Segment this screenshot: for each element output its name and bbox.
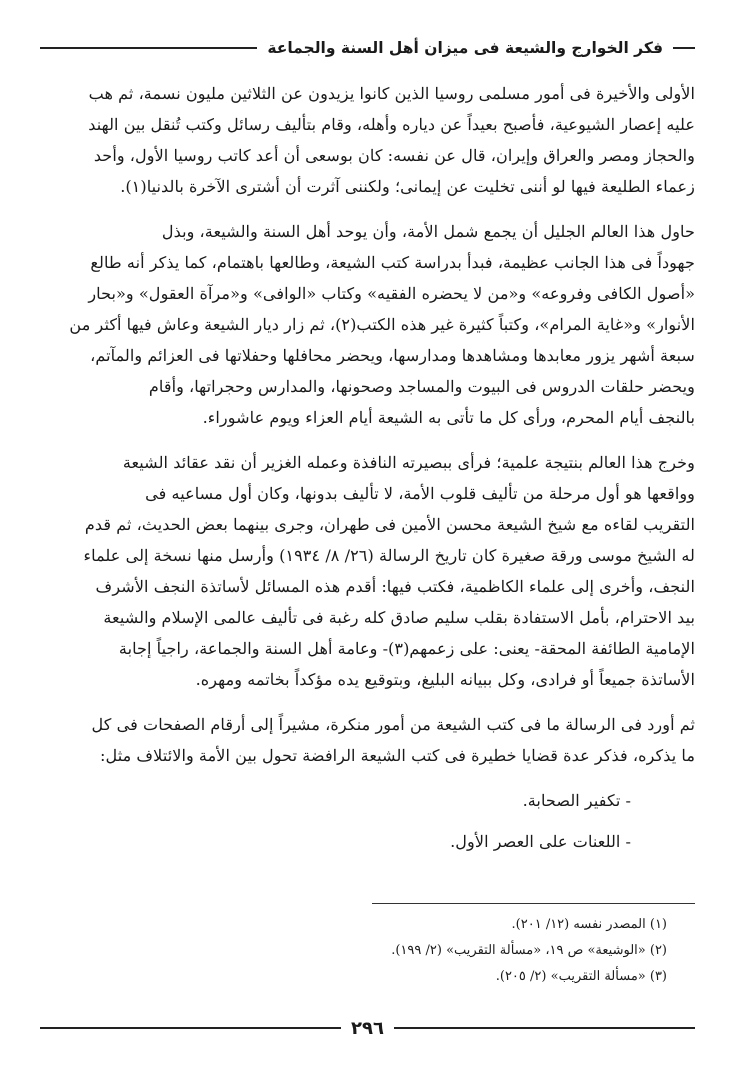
text-line: والحجاز ومصر والعراق وإيران، قال عن نفسه: كان بوسعى أن أعد كاتب روسيا الأول، وأحد [93, 146, 695, 165]
main-text [40, 78, 695, 867]
footnote-2: (٢) «الوشيعة» ص ١٩، «مسألة التقريب» (٢/ ١٩٩). [391, 943, 667, 958]
paragraph-4 [40, 709, 695, 771]
page-footer [40, 1014, 695, 1042]
header-rule-right [673, 47, 695, 49]
text-line: الأولى والأخيرة فى أمور مسلمى روسيا الذين كانوا يزيدون عن الثلاثين مليون نسمة، ثم هب [88, 84, 695, 103]
text-line: الأنوار» و«غاية المرام»، وكتباً كثيرة غير هذه الكتب(٢)، ثم زار ديار الشيعة وعاش فيها أكثر من [69, 315, 695, 334]
text-line: التقريب لقاءه مع شيخ الشيعة محسن الأمين فى طهران، وجرى بينهما بعض الحديث، ثم قدم [84, 515, 695, 534]
list-item: - اللعنات على العصر الأول. [450, 832, 631, 851]
text-line: عليه إعصار الشيوعية، فأصبح بعيداً عن دياره وأهله، وقام بتأليف رسائل وكتب تُنقل بين الهند [88, 115, 695, 134]
text-line: وواقعها هو أول مرحلة من تأليف قلوب الأمة، لا تأليف بدونها، وكان أول مساعيه فى [145, 484, 695, 503]
text-line: ما يذكره، فذكر عدة قضايا خطيرة فى كتب الشيعة الرافضة تحول بين الأمة والائتلاف مثل: [99, 746, 695, 765]
footnote-3: (٣) «مسألة التقريب» (٢/ ٢٠٥). [495, 969, 667, 984]
text-line: الإمامية الطائفة المحقة- يعنى: على زعمهم(٣)- وعامة أهل السنة والجماعة، راجياً إجابة [118, 639, 695, 658]
text-line: زعماء الطليعة فيها لو أننى تخليت عن إيمانى؛ ولكننى آثرت أن أشترى الآخرة بالدنيا(١). [120, 177, 695, 196]
running-title: فكر الخوارج والشيعة فى ميزان أهل السنة والجماعة [267, 39, 663, 57]
text-line: الأساتذة جميعاً أو فرادى، وكل ببيانه البليغ، وبتوقيع يده مؤكداً بخاتمه ومهره. [195, 670, 695, 689]
text-line: ويحضر حلقات الدروس فى البيوت والمساجد وصحونها، والمدارس وحجراتها، وأقام [148, 377, 695, 396]
footnotes [40, 912, 667, 990]
text-line: وخرج هذا العالم بنتيجة علمية؛ فرأى ببصيرته النافذة وعمله الغزير أن نقد عقائد الشيعة [122, 453, 695, 472]
footnote-separator [372, 903, 695, 904]
text-line: حاول هذا العالم الجليل أن يجمع شمل الأمة، وأن يوحد أهل السنة والشيعة، وبذل [161, 222, 695, 241]
text-line: له الشيخ موسى ورقة صغيرة كان تاريخ الرسالة (٢٦/ ٨/ ١٩٣٤) وأرسل منها نسخة إلى علماء [83, 546, 695, 565]
text-line: جهوداً فى هذا الجانب عظيمة، فبدأ بدراسة كتب الشيعة، وطالعها باهتمام، كما يذكر أنه طالع [90, 253, 695, 272]
text-line: بيد الاحترام، بأمل الاستفادة بقلب سليم صادق كله رغبة فى تأليف عالمى الإسلام والشيعة [103, 608, 695, 627]
footnote-1: (١) المصدر نفسه (١٢/ ٢٠١). [511, 917, 667, 932]
text-line: سبعة أشهر يزور معابدها ومشاهدها ومدارسها، ويحضر محافلها وحفلاتها فى العزائم والمآتم، [90, 346, 695, 365]
text-line: «أصول الكافى وفروعه» و«من لا يحضره الفقيه» وكتاب «الوافى» و«مرآة العقول» و«بحار [88, 284, 695, 303]
header-rule-left [40, 47, 257, 49]
text-line: النجف، وأخرى إلى علماء الكاظمية، فكتب فيها: أقدم هذه المسائل لأساتذة النجف الأشرف [95, 577, 695, 596]
page-number: ٢٩٦ [351, 1017, 384, 1039]
text-line: ثم أورد فى الرسالة ما فى كتب الشيعة من أمور منكرة، مشيراً إلى أرقام الصفحات فى كل [91, 715, 695, 734]
footer-rule-right [394, 1027, 695, 1029]
paragraph-3 [40, 447, 695, 695]
running-header [40, 28, 695, 68]
issues-list [40, 785, 695, 857]
list-item: - تكفير الصحابة. [522, 791, 631, 810]
footer-rule-left [40, 1027, 341, 1029]
paragraph-1 [40, 78, 695, 202]
text-line: بالنجف أيام المحرم، ورأى كل ما تأتى به الشيعة أيام العزاء ويوم عاشوراء. [202, 408, 695, 427]
paragraph-2 [40, 216, 695, 433]
